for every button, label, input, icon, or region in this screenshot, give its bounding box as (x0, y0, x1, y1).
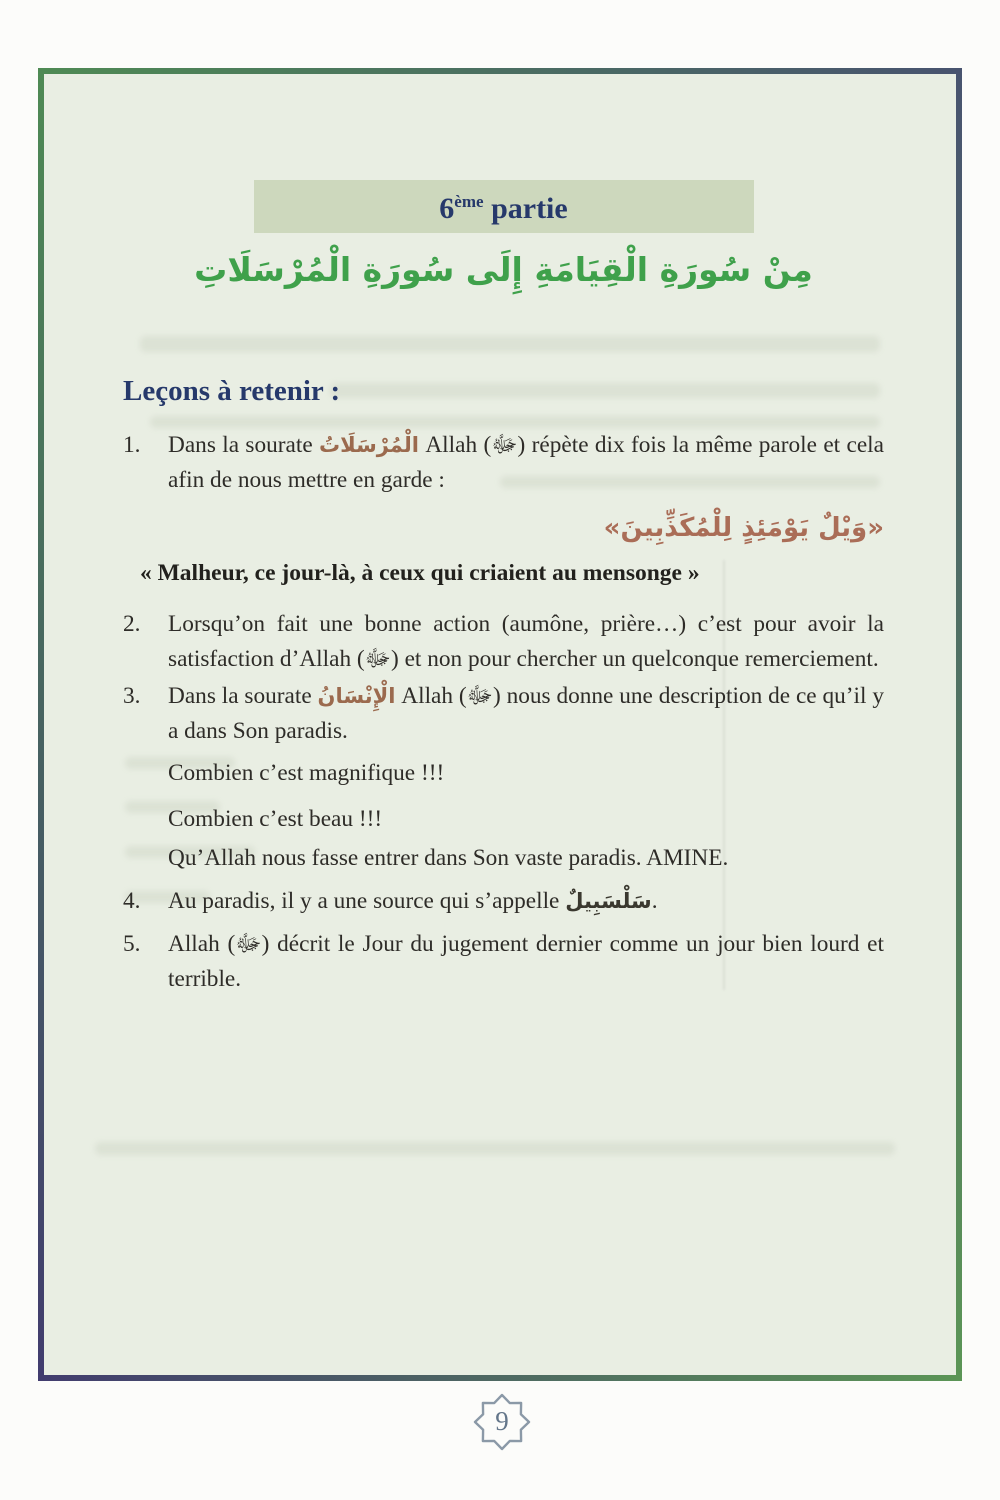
item-text: Au paradis, il y a une source qui s’appelle سَلْسَبِيلٌ. (168, 887, 658, 914)
page-number-ornament (472, 1392, 532, 1452)
page-frame (38, 68, 962, 1381)
item-number: 3. (123, 683, 141, 709)
page-number: 9 (495, 1405, 509, 1436)
lesson-item-1 (123, 428, 884, 497)
page-paper (44, 74, 956, 1375)
surah-range-title-arabic: مِنْ سُورَةِ الْقِيَامَةِ إِلَى سُورَةِ الْمُرْسَلَاتِ (194, 250, 813, 289)
quran-verse-arabic: «وَيْلٌ يَوْمَئِذٍ لِلْمُكَذِّبِينَ» (603, 513, 884, 543)
item-text: Allah (ﷻ) décrit le Jour du jugement dernier comme un jour bien lourd et terrible. (168, 931, 884, 992)
exclamation-line: Combien c’est beau !!! (168, 805, 383, 832)
frame-edge-right (956, 68, 962, 1381)
item-text: Lorsqu’on fait une bonne action (aumône, prière…) c’est pour avoir la satisfaction d’Allah (ﷻ) et non pour chercher un quelconque remerciement. (168, 611, 884, 672)
part-banner-number: 6 (439, 192, 455, 225)
item-number: 1. (123, 432, 141, 458)
part-banner-label: partie (483, 192, 568, 225)
lesson-item-5 (123, 927, 884, 996)
item-number: 2. (123, 611, 141, 637)
part-banner-ordinal-suffix: ème (454, 192, 484, 211)
lessons-heading: Leçons à retenir : (123, 375, 341, 407)
lesson-item-4 (123, 884, 884, 919)
frame-edge-bottom (38, 1375, 962, 1381)
lesson-item-2 (123, 607, 884, 676)
verse-translation: « Malheur, ce jour-là, à ceux qui criaient au mensonge » (140, 560, 700, 586)
item-number: 4. (123, 887, 141, 914)
item-text: Dans la sourate الْمُرْسَلَاتُ Allah (ﷻ) répète dix fois la même parole et cela afin de nous mettre en garde : (168, 432, 884, 493)
item-text: Dans la sourate الْإِنْسَانُ Allah (ﷻ) nous donne une description de ce qu’il y a dans Son paradis. (168, 683, 884, 744)
dua-line: Qu’Allah nous fasse entrer dans Son vaste paradis. AMINE. (168, 845, 729, 871)
inline-arabic-surah-name: الْمُرْسَلَاتُ (319, 433, 419, 457)
part-banner (254, 180, 754, 233)
inline-arabic-surah-name: الْإِنْسَانُ (317, 684, 396, 708)
item-number: 5. (123, 931, 141, 957)
inline-arabic-word: سَلْسَبِيلٌ (565, 888, 652, 913)
exclamation-line: Combien c’est magnifique !!! (168, 760, 445, 786)
lesson-item-3 (123, 679, 884, 748)
